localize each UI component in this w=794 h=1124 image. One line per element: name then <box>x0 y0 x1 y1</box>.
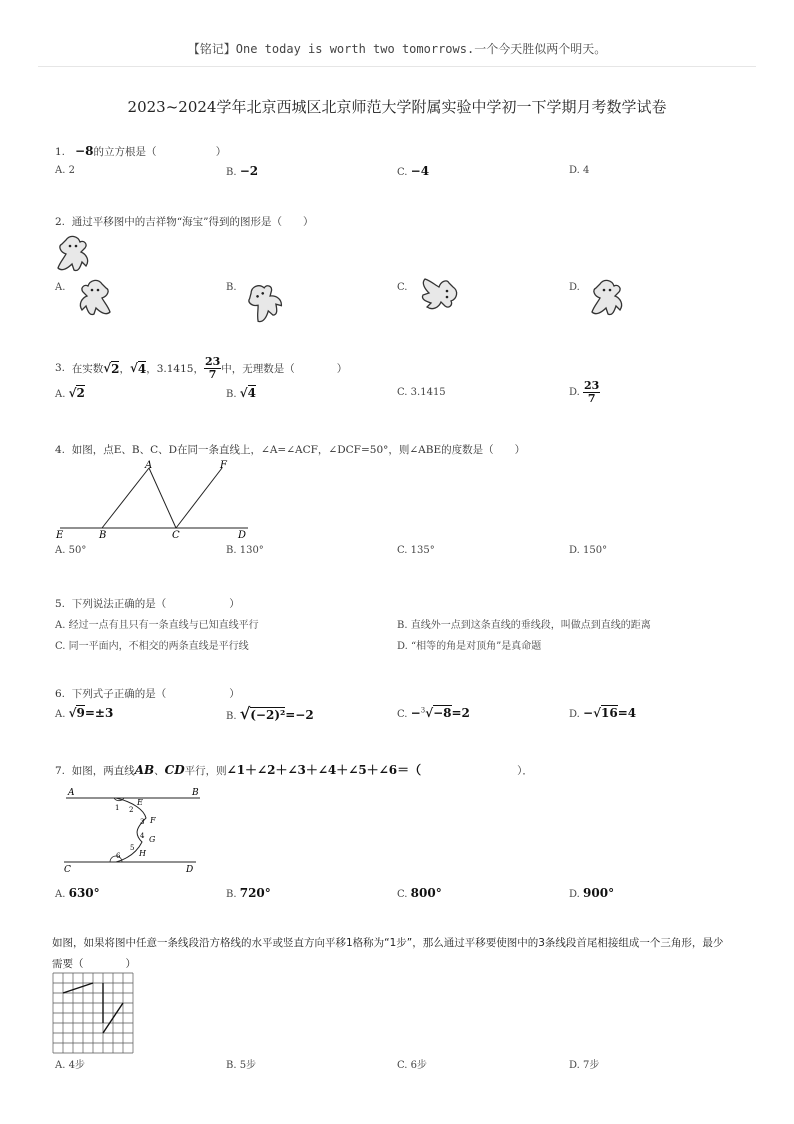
q4-label-a: A <box>145 460 153 471</box>
q7-option-d[interactable]: D. 900° <box>569 886 615 900</box>
q2-option-b-mascot[interactable] <box>244 281 288 325</box>
question-8-line1: 如图，如果将图中任意一条线段沿方格线的水平或竖直方向平移1格称为“1步”，那么通过平移要使图中的3条线段首尾相接组成一个三角形，最少 <box>52 937 724 949</box>
q7-option-c[interactable]: C. 800° <box>397 886 442 900</box>
q4-figure <box>52 458 262 540</box>
q4-stem: 如图，点E、B、C、D在同一条直线上，∠A=∠ACF，∠DCF=50°，则∠ABE的度数是（ ） <box>71 444 526 456</box>
q4-option-b[interactable]: B. 130° <box>226 545 264 556</box>
q1-close: ） <box>215 146 227 158</box>
svg-text:6: 6 <box>116 852 121 860</box>
question-3: 3. 在实数 √ 2 ， √ 4 ，3.1415， $\frac{23}{7}$ 中，无理数是（ ） <box>55 354 348 381</box>
q2-option-d-mascot[interactable] <box>586 278 630 320</box>
q5-option-b[interactable]: B. 直线外一点到这条直线的垂线段，叫做点到直线的距离 <box>397 620 651 631</box>
svg-text:5: 5 <box>130 844 135 852</box>
q5-stem: 下列说法正确的是（ ） <box>71 598 240 610</box>
q1-option-c[interactable]: C. −4 <box>397 164 430 178</box>
svg-text:C: C <box>64 865 71 875</box>
haibao-mascot-figure <box>52 234 96 276</box>
q6-option-d[interactable]: D. −√16=4 <box>569 706 637 720</box>
q4-label-e: E <box>56 530 64 540</box>
q4-label-d: D <box>238 530 247 540</box>
q2-option-a[interactable]: A. <box>55 282 66 293</box>
q2-option-c-mascot[interactable] <box>416 276 462 316</box>
q4-label-c: C <box>172 530 180 540</box>
q2-option-b[interactable]: B. <box>226 282 237 293</box>
q8-grid-figure <box>52 972 134 1054</box>
svg-text:E: E <box>137 798 143 807</box>
q1-option-d[interactable]: D. 4 <box>569 165 590 176</box>
svg-text:H: H <box>139 849 146 858</box>
svg-text:A: A <box>68 788 75 798</box>
q1-stem: 的立方根是（ <box>93 146 157 158</box>
q5-option-c[interactable]: C. 同一平面内，不相交的两条直线是平行线 <box>55 641 249 652</box>
question-1 <box>55 144 226 159</box>
q3-fraction: $\frac{23}{7}$ <box>204 354 221 381</box>
q5-option-a[interactable]: A. 经过一点有且只有一条直线与已知直线平行 <box>55 620 259 631</box>
q7-option-b[interactable]: B. 720° <box>226 886 271 900</box>
header-divider <box>38 66 756 67</box>
svg-text:D: D <box>186 865 194 875</box>
q2-option-a-mascot[interactable] <box>72 278 116 320</box>
q6-option-c[interactable]: C. −$^3$√−8=2 <box>397 706 470 720</box>
q8-option-b[interactable]: B. 5步 <box>226 1060 257 1071</box>
q4-label-f: F <box>220 460 227 471</box>
question-2: 2. 通过平移图中的吉祥物“海宝”得到的图形是（ ） <box>55 216 314 228</box>
q5-option-d[interactable]: D. “相等的角是对顶角”是真命题 <box>397 641 542 652</box>
q1-math: −8 <box>75 144 94 158</box>
q7-option-a[interactable]: A. 630° <box>55 886 100 900</box>
q4-option-c[interactable]: C. 135° <box>397 545 435 556</box>
q4-label-b: B <box>99 530 107 540</box>
q3-option-b[interactable]: B. √4 <box>226 386 256 400</box>
page-title: 2023~2024学年北京西城区北京师范大学附属实验中学初一下学期月考数学试卷 <box>127 98 667 116</box>
svg-text:F: F <box>150 816 156 825</box>
q3-option-a[interactable]: A. √2 <box>55 386 85 400</box>
q3-option-d[interactable]: D. $\frac{23}{7}$ <box>569 379 600 405</box>
svg-text:4: 4 <box>140 832 145 840</box>
question-4: 4. 如图，点E、B、C、D在同一条直线上，∠A=∠ACF，∠DCF=50°，则∠ABE的度数是（ ） <box>55 444 526 456</box>
motto: 【铭记】One today is worth two tomorrows.一个今天胜似两个明天。 <box>187 42 607 56</box>
q1-option-b[interactable]: B. −2 <box>226 164 259 178</box>
q4-option-d[interactable]: D. 150° <box>569 545 608 556</box>
question-8-line2: 需要（ ） <box>52 958 136 970</box>
q6-stem: 下列式子正确的是（ ） <box>71 688 240 700</box>
svg-text:1: 1 <box>115 804 120 812</box>
question-7: 7. 如图，两直线AB、CD平行，则∠1＋∠2＋∠3＋∠4＋∠5＋∠6＝（ ）． <box>55 763 533 777</box>
svg-text:2: 2 <box>129 806 134 814</box>
question-6: 6. 下列式子正确的是（ ） <box>55 688 240 700</box>
q3-option-c[interactable]: C. 3.1415 <box>397 387 446 398</box>
q1-option-a[interactable]: A. 2 <box>55 165 75 176</box>
q8-option-a[interactable]: A. 4步 <box>55 1060 85 1071</box>
q2-option-c[interactable]: C. <box>397 282 408 293</box>
q6-option-a[interactable]: A. √9=±3 <box>55 706 114 720</box>
q2-option-d[interactable]: D. <box>569 282 580 293</box>
q2-stem: 通过平移图中的吉祥物“海宝”得到的图形是（ ） <box>71 216 314 228</box>
q6-option-b[interactable]: B. √(−2)²=−2 <box>226 704 314 723</box>
svg-text:B: B <box>192 788 199 798</box>
q1-number: 1. <box>55 146 66 158</box>
q4-option-a[interactable]: A. 50° <box>55 545 87 556</box>
question-5: 5. 下列说法正确的是（ ） <box>55 598 240 610</box>
svg-text:3: 3 <box>140 818 145 826</box>
q8-option-d[interactable]: D. 7步 <box>569 1060 600 1071</box>
q7-figure <box>58 784 208 876</box>
q8-option-c[interactable]: C. 6步 <box>397 1060 428 1071</box>
svg-text:G: G <box>149 835 156 844</box>
